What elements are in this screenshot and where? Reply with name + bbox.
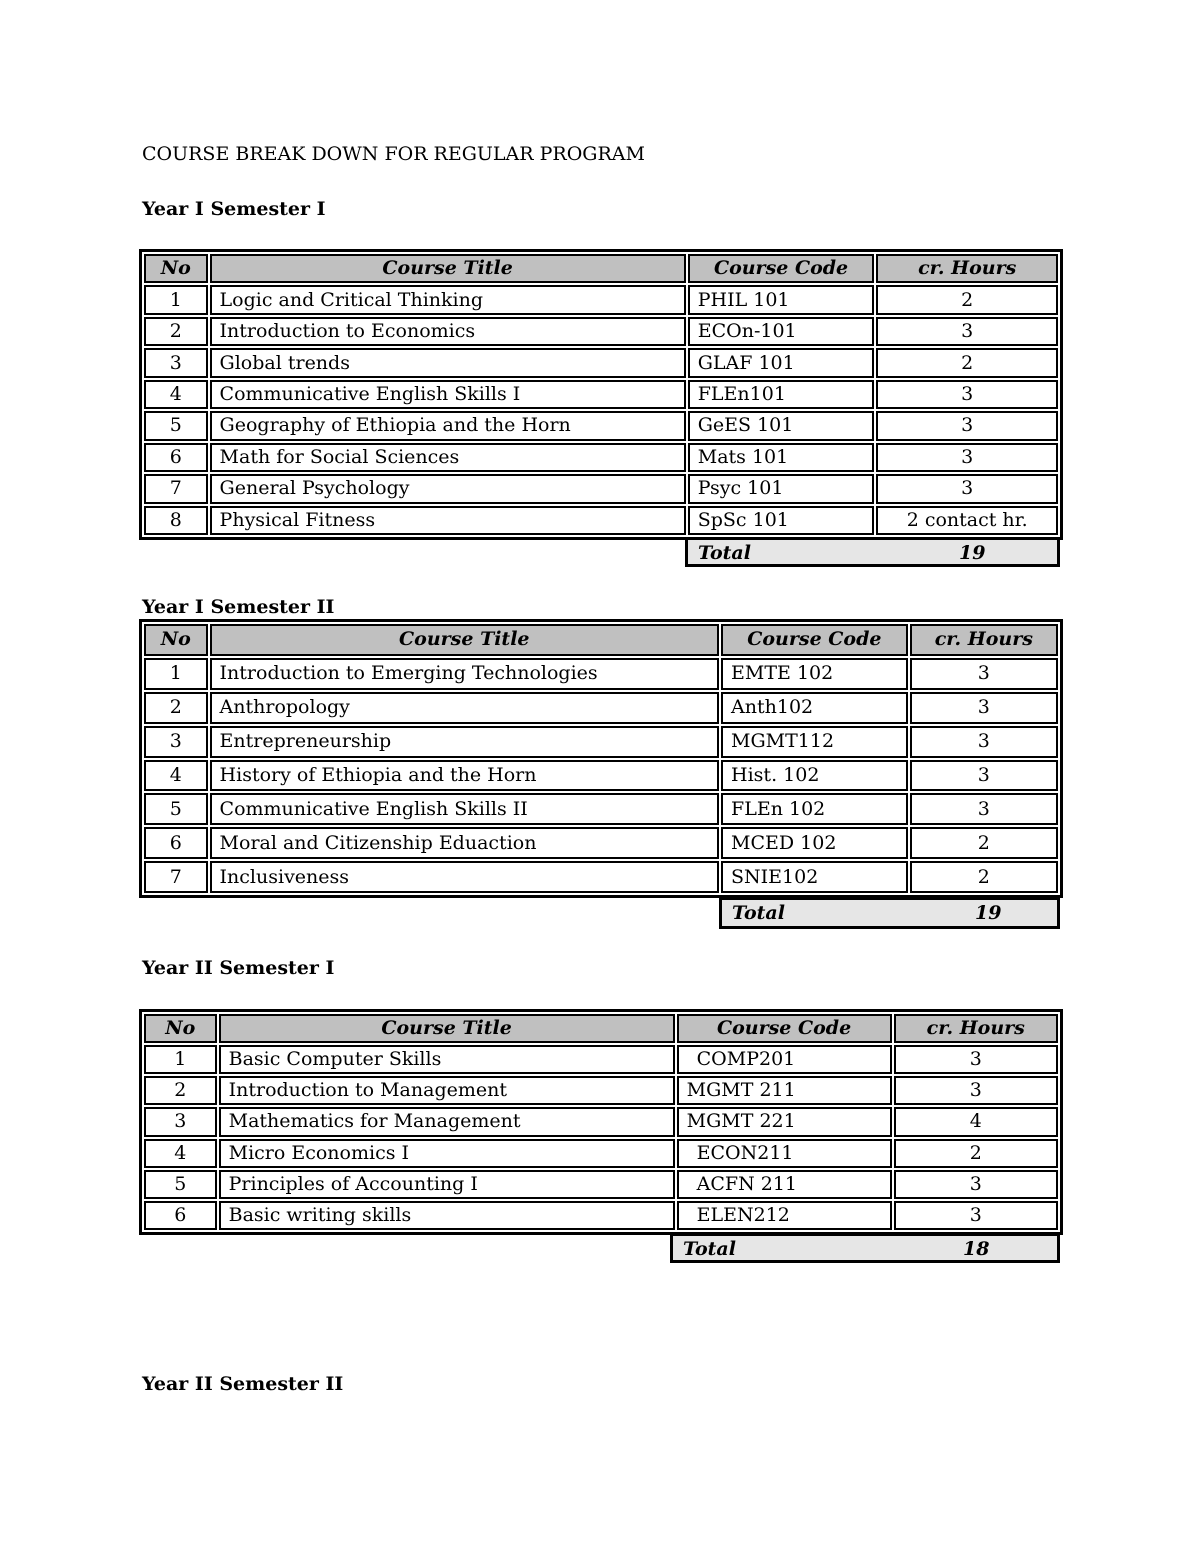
table-row xyxy=(144,317,1058,346)
row-cr-hours: 2 xyxy=(876,285,1058,314)
header-no: No xyxy=(144,254,208,283)
total-label: Total xyxy=(698,542,751,564)
table-row xyxy=(144,1107,1058,1136)
row-no: 3 xyxy=(144,1107,217,1136)
row-cr-hours: 3 xyxy=(894,1201,1058,1230)
total-row xyxy=(719,897,1060,929)
table-row xyxy=(144,411,1058,440)
row-no: 6 xyxy=(144,1201,217,1230)
row-course-code: Hist. 102 xyxy=(721,760,908,792)
table-row xyxy=(144,726,1058,758)
table-row xyxy=(144,760,1058,792)
header-no: No xyxy=(144,624,208,656)
row-course-title: Entrepreneurship xyxy=(210,726,719,758)
table-row xyxy=(144,1076,1058,1105)
row-course-title: Mathematics for Management xyxy=(219,1107,675,1136)
table-row xyxy=(144,861,1058,893)
header-course-title: Course Title xyxy=(210,624,719,656)
row-cr-hours: 3 xyxy=(894,1076,1058,1105)
row-no: 5 xyxy=(144,1170,217,1199)
row-course-title: Communicative English Skills I xyxy=(210,380,686,409)
row-cr-hours: 4 xyxy=(894,1107,1058,1136)
row-cr-hours: 2 contact hr. xyxy=(876,506,1058,536)
row-course-title: Global trends xyxy=(210,348,686,377)
row-cr-hours: 2 xyxy=(910,827,1058,859)
header-course-code: Course Code xyxy=(677,1014,892,1043)
row-course-code: MGMT 221 xyxy=(677,1107,892,1136)
row-no: 2 xyxy=(144,1076,217,1105)
row-course-code: Anth102 xyxy=(721,692,908,724)
row-course-code: FLEn101 xyxy=(688,380,875,409)
row-course-code: FLEn 102 xyxy=(721,793,908,825)
course-table xyxy=(139,249,1063,540)
table-row xyxy=(144,443,1058,472)
semester-heading: Year II Semester I xyxy=(142,957,335,979)
row-course-code: GeES 101 xyxy=(688,411,875,440)
row-no: 1 xyxy=(144,285,208,314)
row-course-title: Geography of Ethiopia and the Horn xyxy=(210,411,686,440)
table-row xyxy=(144,474,1058,503)
total-label: Total xyxy=(732,902,785,924)
row-cr-hours: 3 xyxy=(910,692,1058,724)
row-cr-hours: 3 xyxy=(876,411,1058,440)
row-course-title: Logic and Critical Thinking xyxy=(210,285,686,314)
row-cr-hours: 3 xyxy=(876,474,1058,503)
total-value: 19 xyxy=(959,542,986,564)
table-row xyxy=(144,658,1058,690)
row-no: 3 xyxy=(144,348,208,377)
row-cr-hours: 3 xyxy=(876,380,1058,409)
row-no: 8 xyxy=(144,506,208,536)
total-row xyxy=(685,537,1060,567)
row-course-code: MGMT 211 xyxy=(677,1076,892,1105)
total-row xyxy=(670,1233,1060,1263)
course-table xyxy=(139,1009,1063,1235)
row-cr-hours: 3 xyxy=(910,793,1058,825)
row-course-title: History of Ethiopia and the Horn xyxy=(210,760,719,792)
total-value: 19 xyxy=(975,902,1002,924)
table-row xyxy=(144,1170,1058,1199)
row-no: 5 xyxy=(144,793,208,825)
row-course-title: Moral and Citizenship Eduaction xyxy=(210,827,719,859)
row-no: 4 xyxy=(144,760,208,792)
table-row xyxy=(144,827,1058,859)
semester-heading: Year I Semester II xyxy=(142,596,335,618)
page-title: COURSE BREAK DOWN FOR REGULAR PROGRAM xyxy=(142,143,645,165)
table-row xyxy=(144,793,1058,825)
table-row xyxy=(144,285,1058,314)
row-course-title: Inclusiveness xyxy=(210,861,719,893)
total-label: Total xyxy=(683,1238,736,1260)
row-cr-hours: 3 xyxy=(894,1045,1058,1074)
row-no: 7 xyxy=(144,861,208,893)
table-header-row xyxy=(144,1014,1058,1043)
row-course-title: Physical Fitness xyxy=(210,506,686,536)
header-course-title: Course Title xyxy=(210,254,686,283)
row-course-code: PHIL 101 xyxy=(688,285,875,314)
row-cr-hours: 3 xyxy=(910,760,1058,792)
semester-heading: Year I Semester I xyxy=(142,198,326,220)
row-no: 4 xyxy=(144,1139,217,1168)
header-cr-hours: cr. Hours xyxy=(876,254,1058,283)
header-course-code: Course Code xyxy=(721,624,908,656)
total-value: 18 xyxy=(963,1238,990,1260)
row-course-code: MCED 102 xyxy=(721,827,908,859)
row-course-title: Principles of Accounting I xyxy=(219,1170,675,1199)
row-course-title: Introduction to Management xyxy=(219,1076,675,1105)
table-row xyxy=(144,1045,1058,1074)
row-no: 2 xyxy=(144,317,208,346)
header-cr-hours: cr. Hours xyxy=(894,1014,1058,1043)
table-row xyxy=(144,692,1058,724)
row-cr-hours: 3 xyxy=(876,317,1058,346)
row-course-code: ACFN 211 xyxy=(677,1170,892,1199)
row-cr-hours: 2 xyxy=(910,861,1058,893)
table-row xyxy=(144,506,1058,536)
row-course-title: Introduction to Economics xyxy=(210,317,686,346)
row-no: 3 xyxy=(144,726,208,758)
row-cr-hours: 3 xyxy=(876,443,1058,472)
row-course-code: ECON211 xyxy=(677,1139,892,1168)
header-cr-hours: cr. Hours xyxy=(910,624,1058,656)
row-course-title: Basic Computer Skills xyxy=(219,1045,675,1074)
row-course-code: SNIE102 xyxy=(721,861,908,893)
row-course-code: ECOn-101 xyxy=(688,317,875,346)
header-course-code: Course Code xyxy=(688,254,875,283)
course-table xyxy=(139,619,1063,898)
row-course-title: General Psychology xyxy=(210,474,686,503)
row-no: 4 xyxy=(144,380,208,409)
row-course-code: Psyc 101 xyxy=(688,474,875,503)
row-course-code: EMTE 102 xyxy=(721,658,908,690)
row-cr-hours: 3 xyxy=(910,726,1058,758)
table-header-row xyxy=(144,254,1058,283)
row-no: 6 xyxy=(144,443,208,472)
row-course-title: Communicative English Skills II xyxy=(210,793,719,825)
row-course-code: GLAF 101 xyxy=(688,348,875,377)
row-cr-hours: 2 xyxy=(876,348,1058,377)
row-course-title: Math for Social Sciences xyxy=(210,443,686,472)
row-cr-hours: 3 xyxy=(894,1170,1058,1199)
row-course-code: ELEN212 xyxy=(677,1201,892,1230)
table-row xyxy=(144,348,1058,377)
row-cr-hours: 3 xyxy=(910,658,1058,690)
row-no: 5 xyxy=(144,411,208,440)
row-course-title: Micro Economics I xyxy=(219,1139,675,1168)
table-row xyxy=(144,1139,1058,1168)
row-no: 2 xyxy=(144,692,208,724)
row-cr-hours: 2 xyxy=(894,1139,1058,1168)
row-course-code: COMP201 xyxy=(677,1045,892,1074)
row-no: 7 xyxy=(144,474,208,503)
header-no: No xyxy=(144,1014,217,1043)
table-row xyxy=(144,1201,1058,1230)
semester-heading: Year II Semester II xyxy=(142,1373,344,1395)
table-header-row xyxy=(144,624,1058,656)
row-course-code: Mats 101 xyxy=(688,443,875,472)
table-row xyxy=(144,380,1058,409)
row-course-title: Introduction to Emerging Technologies xyxy=(210,658,719,690)
row-no: 1 xyxy=(144,1045,217,1074)
row-no: 6 xyxy=(144,827,208,859)
header-course-title: Course Title xyxy=(219,1014,675,1043)
row-no: 1 xyxy=(144,658,208,690)
row-course-title: Basic writing skills xyxy=(219,1201,675,1230)
row-course-code: SpSc 101 xyxy=(688,506,875,536)
row-course-code: MGMT112 xyxy=(721,726,908,758)
row-course-title: Anthropology xyxy=(210,692,719,724)
